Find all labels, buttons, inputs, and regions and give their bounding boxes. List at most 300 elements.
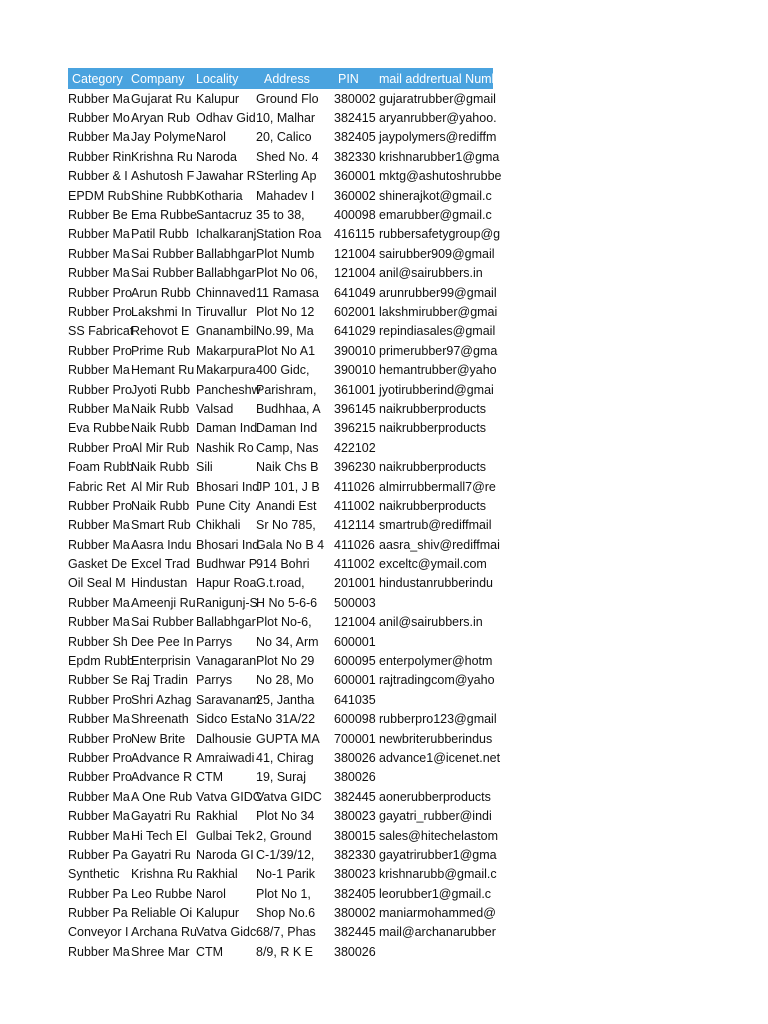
cell-locality[interactable]: Saravanam — [196, 692, 260, 707]
cell-address[interactable]: No 31A/22 — [256, 712, 316, 727]
cell-pin[interactable]: 380026 — [334, 750, 376, 765]
cell-company[interactable]: Naik Rubb — [131, 498, 190, 513]
cell-email[interactable]: jaypolymers@rediffm — [379, 130, 497, 145]
cell-email[interactable]: leorubber1@gmail.c — [379, 886, 492, 901]
cell-pin[interactable]: 360001 — [334, 169, 376, 184]
cell-category[interactable]: Rubber Pro — [68, 343, 132, 358]
cell-category[interactable]: Rubber Rin — [68, 149, 132, 164]
cell-company[interactable]: Sai Rubber — [131, 615, 194, 630]
cell-category[interactable]: Rubber Sh — [68, 634, 128, 649]
cell-company[interactable]: Naik Rubb — [131, 460, 190, 475]
cell-email[interactable]: gujaratrubber@gmail — [379, 91, 496, 106]
cell-pin[interactable]: 500003 — [334, 595, 376, 610]
table-row — [68, 399, 493, 418]
cell-pin[interactable]: 390010 — [334, 343, 376, 358]
cell-category[interactable]: Conveyor I — [68, 925, 129, 940]
cell-category[interactable]: Rubber Ma — [68, 246, 130, 261]
cell-address[interactable]: Naik Chs B — [256, 460, 319, 475]
cell-address[interactable]: 68/7, Phas — [256, 925, 316, 940]
cell-category[interactable]: Rubber Pro — [68, 750, 132, 765]
cell-category[interactable]: Foam Rubb — [68, 460, 134, 475]
cell-address[interactable]: Ground Flo — [256, 91, 319, 106]
cell-pin[interactable]: 600001 — [334, 673, 376, 688]
cell-category[interactable]: Rubber Ma — [68, 537, 130, 552]
cell-email[interactable]: anil@sairubbers.in — [379, 615, 483, 630]
cell-locality[interactable]: Ranigunj-S — [196, 595, 258, 610]
cell-company[interactable]: Raj Tradin — [131, 673, 188, 688]
cell-address[interactable]: 25, Jantha — [256, 692, 315, 707]
cell-locality[interactable]: Daman Ind — [196, 421, 258, 436]
cell-email[interactable]: anil@sairubbers.in — [379, 266, 483, 281]
cell-locality[interactable]: Chinnaved — [196, 285, 256, 300]
cell-address[interactable]: C-1/39/12, — [256, 847, 315, 862]
table-row — [68, 128, 497, 147]
cell-category[interactable]: Rubber & I — [68, 169, 128, 184]
cell-email[interactable]: gayatri_rubber@indi — [379, 809, 492, 824]
cell-email[interactable]: shinerajkot@gmail.c — [379, 188, 492, 203]
cell-email[interactable]: naikrubberproducts — [379, 460, 487, 475]
cell-locality[interactable]: Ichalkaranj — [196, 227, 257, 242]
cell-locality[interactable]: Hapur Roa — [196, 576, 257, 591]
cell-locality[interactable]: Kotharia — [196, 188, 243, 203]
cell-pin[interactable]: 382330 — [334, 149, 376, 164]
cell-category[interactable]: Rubber Pa — [68, 847, 128, 862]
header-cell-locality[interactable]: Locality — [196, 71, 239, 86]
cell-company[interactable]: Shree Mar — [131, 944, 190, 959]
cell-pin[interactable]: 600098 — [334, 712, 376, 727]
cell-company[interactable]: Gayatri Ru — [131, 847, 191, 862]
cell-pin[interactable]: 382405 — [334, 886, 376, 901]
table-row — [68, 574, 493, 593]
cell-company[interactable]: Krishna Ru — [131, 867, 193, 882]
cell-email[interactable]: naikrubberproducts — [379, 498, 487, 513]
cell-category[interactable]: Rubber Ma — [68, 712, 130, 727]
cell-email[interactable]: rubberpro123@gmail — [379, 712, 497, 727]
cell-locality[interactable]: Amraiwadi — [196, 750, 255, 765]
cell-locality[interactable]: Pancheshw — [196, 382, 261, 397]
cell-company[interactable]: Aasra Indu — [131, 537, 192, 552]
cell-locality[interactable]: Kalupur — [196, 91, 240, 106]
cell-address[interactable]: Mahadev I — [256, 188, 315, 203]
cell-pin[interactable]: 602001 — [334, 304, 376, 319]
table-row — [68, 147, 500, 166]
cell-pin[interactable]: 380002 — [334, 91, 376, 106]
cell-locality[interactable]: Rakhial — [196, 867, 238, 882]
table-row — [68, 671, 493, 690]
table-row — [68, 419, 493, 438]
cell-category[interactable]: Rubber Ma — [68, 363, 130, 378]
cell-category[interactable]: Rubber Ma — [68, 401, 130, 416]
cell-pin[interactable]: 412114 — [334, 518, 375, 533]
cell-email[interactable]: repindiasales@gmail — [379, 324, 496, 339]
cell-category[interactable]: Rubber Mo — [68, 111, 130, 126]
cell-address[interactable]: 41, Chirag — [256, 750, 314, 765]
cell-pin[interactable]: 411002 — [334, 498, 375, 513]
cell-pin[interactable]: 641029 — [334, 324, 376, 339]
cell-pin[interactable]: 396230 — [334, 460, 376, 475]
cell-email[interactable]: smartrub@rediffmail — [379, 518, 492, 533]
cell-locality[interactable]: Kalupur — [196, 906, 240, 921]
table-row — [68, 225, 501, 244]
cell-address[interactable]: H No 5-6-6 — [256, 595, 318, 610]
table-row — [68, 283, 497, 302]
cell-address[interactable]: Station Roa — [256, 227, 322, 242]
cell-company[interactable]: Lakshmi In — [131, 304, 192, 319]
cell-locality[interactable]: Vanagaran — [196, 654, 257, 669]
cell-email[interactable]: naikrubberproducts — [379, 421, 487, 436]
cell-address[interactable]: Sterling Ap — [256, 169, 317, 184]
cell-pin[interactable]: 380002 — [334, 906, 376, 921]
cell-locality[interactable]: Chikhali — [196, 518, 241, 533]
cell-pin[interactable]: 411026 — [334, 537, 375, 552]
cell-address[interactable]: No 28, Mo — [256, 673, 314, 688]
cell-locality[interactable]: Budhwar P — [196, 557, 258, 572]
cell-address[interactable]: 400 Gidc, — [256, 363, 310, 378]
cell-company[interactable]: Naik Rubb — [131, 401, 190, 416]
table-row — [68, 768, 493, 787]
table-row — [68, 186, 493, 205]
cell-locality[interactable]: CTM — [196, 770, 224, 785]
cell-locality[interactable]: Makarpura — [196, 343, 256, 358]
cell-locality[interactable]: Nashik Ro — [196, 440, 254, 455]
cell-address[interactable]: Plot No 34 — [256, 809, 315, 824]
cell-pin[interactable]: 380026 — [334, 944, 376, 959]
cell-pin[interactable]: 380023 — [334, 867, 376, 882]
cell-address[interactable]: No 34, Arm — [256, 634, 319, 649]
cell-company[interactable]: Shine Rubb — [131, 188, 197, 203]
table-row — [68, 302, 498, 321]
cell-company[interactable]: Shreenath — [131, 712, 189, 727]
cell-pin[interactable]: 390010 — [334, 363, 376, 378]
cell-address[interactable]: Plot Numb — [256, 246, 315, 261]
table-row — [68, 89, 496, 108]
cell-email[interactable]: sales@hitechelastom — [379, 828, 498, 843]
cell-category[interactable]: Rubber Pa — [68, 886, 128, 901]
table-row — [68, 613, 493, 632]
cell-company[interactable]: Leo Rubbe — [131, 886, 193, 901]
cell-address[interactable]: JP 101, J B — [256, 479, 320, 494]
cell-address[interactable]: Plot No A1 — [256, 343, 316, 358]
cell-email[interactable]: gayatrirubber1@gma — [379, 847, 497, 862]
cell-locality[interactable]: Valsad — [196, 401, 234, 416]
cell-email[interactable]: enterpolymer@hotm — [379, 654, 493, 669]
cell-email[interactable]: maniarmohammed@ — [379, 906, 496, 921]
cell-pin[interactable]: 400098 — [334, 208, 376, 223]
cell-category[interactable]: Rubber Ma — [68, 809, 130, 824]
cell-locality[interactable]: CTM — [196, 944, 224, 959]
cell-pin[interactable]: 201001 — [334, 576, 376, 591]
table-row — [68, 845, 497, 864]
cell-category[interactable]: Rubber Ma — [68, 595, 130, 610]
cell-category[interactable]: Rubber Pro — [68, 440, 132, 455]
cell-pin[interactable]: 380015 — [334, 828, 376, 843]
table-row — [68, 554, 493, 573]
cell-locality[interactable]: Ballabhgar — [196, 246, 256, 261]
cell-category[interactable]: Rubber Pro — [68, 285, 132, 300]
cell-locality[interactable]: Santacruz — [196, 208, 253, 223]
cell-company[interactable]: Jyoti Rubb — [131, 382, 191, 397]
cell-company[interactable]: Excel Trad — [131, 557, 191, 572]
cell-pin[interactable]: 382405 — [334, 130, 376, 145]
cell-email[interactable]: rajtradingcom@yaho — [379, 673, 495, 688]
table-row — [68, 535, 500, 554]
cell-email[interactable]: arunrubber99@gmail — [379, 285, 497, 300]
cell-locality[interactable]: Gnanambil — [196, 324, 257, 339]
cell-email[interactable]: krishnarubb@gmail.c — [379, 867, 497, 882]
cell-locality[interactable]: Vatva GIDC — [196, 789, 262, 804]
cell-email[interactable]: aonerubberproducts — [379, 789, 491, 804]
cell-category[interactable]: Oil Seal M — [68, 576, 126, 591]
cell-email[interactable]: sairubber909@gmail — [379, 246, 495, 261]
cell-pin[interactable]: 600095 — [334, 654, 376, 669]
cell-email[interactable]: advance1@icenet.net — [379, 750, 501, 765]
cell-category[interactable]: Rubber Ma — [68, 266, 130, 281]
cell-locality[interactable]: Naroda GI — [196, 847, 254, 862]
cell-pin[interactable]: 396215 — [334, 421, 376, 436]
cell-email[interactable]: aryanrubber@yahoo. — [379, 111, 497, 126]
cell-pin[interactable]: 416115 — [334, 227, 375, 242]
cell-locality[interactable]: Bhosari Ind — [196, 537, 260, 552]
cell-locality[interactable]: Narol — [196, 130, 226, 145]
cell-address[interactable]: G.t.road, — [256, 576, 305, 591]
cell-company[interactable]: Hemant Ru — [131, 363, 195, 378]
cell-pin[interactable]: 396145 — [334, 401, 376, 416]
cell-category[interactable]: Rubber Pro — [68, 498, 132, 513]
cell-address[interactable]: Plot No 1, — [256, 886, 311, 901]
cell-company[interactable]: Reliable Oi — [131, 906, 193, 921]
cell-company[interactable]: Gayatri Ru — [131, 809, 191, 824]
cell-email[interactable]: krishnarubber1@gma — [379, 149, 500, 164]
cell-address[interactable]: Shop No.6 — [256, 906, 316, 921]
cell-category[interactable]: EPDM Rub — [68, 188, 131, 203]
cell-locality[interactable]: Parrys — [196, 673, 233, 688]
cell-locality[interactable]: Jawahar R — [196, 169, 256, 184]
spreadsheet-table — [68, 68, 502, 962]
cell-category[interactable]: Rubber Ma — [68, 227, 130, 242]
cell-locality[interactable]: Makarpura — [196, 363, 256, 378]
cell-email[interactable]: naikrubberproducts — [379, 401, 487, 416]
cell-locality[interactable]: Dalhousie — [196, 731, 252, 746]
table-row — [68, 264, 493, 283]
cell-pin[interactable]: 382445 — [334, 925, 376, 940]
cell-email[interactable]: mail@archanarubber — [379, 925, 496, 940]
cell-pin[interactable]: 121004 — [334, 266, 376, 281]
cell-locality[interactable]: Naroda — [196, 149, 237, 164]
cell-locality[interactable]: Odhav Gid — [196, 111, 256, 126]
cell-company[interactable]: A One Rub — [131, 789, 193, 804]
table-row — [68, 341, 498, 360]
header-cell-address[interactable]: Address — [264, 71, 310, 86]
cell-pin[interactable]: 361001 — [334, 382, 376, 397]
cell-category[interactable]: Rubber Ma — [68, 518, 130, 533]
cell-locality[interactable]: Parrys — [196, 634, 233, 649]
table-row — [68, 205, 493, 224]
cell-locality[interactable]: Bhosari Ind — [196, 479, 260, 494]
cell-company[interactable]: Krishna Ru — [131, 149, 193, 164]
cell-email[interactable]: hindustanrubberindu — [379, 576, 493, 591]
cell-category[interactable]: Rubber Be — [68, 208, 128, 223]
cell-company[interactable]: New Brite — [131, 731, 186, 746]
cell-address[interactable]: 35 to 38, — [256, 208, 305, 223]
cell-company[interactable]: Hindustan — [131, 576, 188, 591]
cell-category[interactable]: Rubber Ma — [68, 615, 130, 630]
cell-category[interactable]: Synthetic — [68, 867, 120, 882]
table-row — [68, 651, 493, 670]
header-cell-email[interactable] — [379, 71, 499, 86]
cell-address[interactable]: 2, Ground — [256, 828, 312, 843]
cell-pin[interactable]: 121004 — [334, 246, 376, 261]
cell-address[interactable]: 8/9, R K E — [256, 944, 313, 959]
cell-email[interactable]: mktg@ashutoshrubbe — [379, 169, 502, 184]
cell-locality[interactable]: Sili — [196, 460, 213, 475]
cell-category[interactable]: SS Fabricat — [68, 324, 134, 339]
cell-category[interactable]: Rubber Se — [68, 673, 128, 688]
table-row — [68, 380, 493, 399]
cell-company[interactable]: Gujarat Ru — [131, 91, 192, 106]
cell-company[interactable]: Patil Rubb — [131, 227, 189, 242]
cell-category[interactable]: Eva Rubbe — [68, 421, 130, 436]
cell-category[interactable]: Fabric Ret — [68, 479, 126, 494]
cell-pin[interactable]: 411002 — [334, 557, 375, 572]
cell-address[interactable]: 20, Calico — [256, 130, 312, 145]
cell-address[interactable]: Vatva GIDC — [256, 789, 322, 804]
cell-address[interactable]: Sr No 785, — [256, 518, 316, 533]
header-cell-category[interactable]: Category — [72, 71, 123, 86]
cell-pin[interactable]: 360002 — [334, 188, 376, 203]
cell-company[interactable]: Arun Rubb — [131, 285, 191, 300]
cell-company[interactable]: Al Mir Rub — [131, 440, 190, 455]
cell-address[interactable]: Parishram, — [256, 382, 317, 397]
cell-email[interactable]: hemantrubber@yaho — [379, 363, 497, 378]
cell-company[interactable]: Advance R — [131, 770, 193, 785]
cell-pin[interactable]: 700001 — [334, 731, 376, 746]
cell-address[interactable]: 11 Ramasa — [256, 285, 319, 300]
cell-company[interactable]: Ameenji Ru — [131, 595, 196, 610]
cell-locality[interactable]: Ballabhgar — [196, 615, 256, 630]
cell-address[interactable]: Plot No 29 — [256, 654, 315, 669]
header-cell-company[interactable]: Company — [131, 71, 185, 86]
table-row — [68, 826, 498, 845]
cell-locality[interactable]: Gulbai Tek — [196, 828, 255, 843]
cell-address[interactable]: Daman Ind — [256, 421, 318, 436]
cell-category[interactable]: Rubber Pro — [68, 304, 132, 319]
cell-email[interactable]: almirrubbermall7@re — [379, 479, 496, 494]
cell-address[interactable]: No-1 Parik — [256, 867, 316, 882]
cell-company[interactable]: Naik Rubb — [131, 421, 190, 436]
table-row — [68, 360, 497, 379]
cell-email[interactable]: aasra_shiv@rediffmai — [379, 537, 500, 552]
cell-category[interactable]: Rubber Ma — [68, 828, 130, 843]
cell-address[interactable]: Plot No 12 — [256, 304, 315, 319]
cell-locality[interactable]: Ballabhgar — [196, 266, 256, 281]
cell-pin[interactable]: 380023 — [334, 809, 376, 824]
cell-address[interactable]: 19, Suraj — [256, 770, 307, 785]
table-row — [68, 748, 501, 767]
cell-email[interactable]: rubbersafetygroup@g — [379, 227, 501, 242]
cell-pin[interactable]: 600001 — [334, 634, 376, 649]
cell-company[interactable]: Dee Pee In — [131, 634, 194, 649]
cell-pin[interactable]: 121004 — [334, 615, 376, 630]
table-row — [68, 244, 493, 263]
cell-address[interactable]: Shed No. 4 — [256, 149, 319, 164]
cell-locality[interactable]: Pune City — [196, 498, 251, 513]
cell-locality[interactable]: Tiruvallur — [196, 304, 247, 319]
cell-company[interactable]: Ashutosh F — [131, 169, 195, 184]
cell-company[interactable]: Prime Rub — [131, 343, 191, 358]
cell-company[interactable]: Archana Ru — [131, 925, 198, 940]
cell-email[interactable]: exceltc@ymail.com — [379, 557, 487, 572]
cell-category[interactable]: Rubber Ma — [68, 91, 130, 106]
cell-address[interactable]: Anandi Est — [256, 498, 317, 513]
cell-company[interactable]: Smart Rub — [131, 518, 191, 533]
cell-address[interactable]: 914 Bohri — [256, 557, 310, 572]
cell-address[interactable]: Plot No 06, — [256, 266, 318, 281]
cell-address[interactable]: 10, Malhar — [256, 111, 316, 126]
cell-company[interactable]: Sai Rubber — [131, 246, 194, 261]
cell-locality[interactable]: Sidco Esta — [196, 712, 256, 727]
table-row — [68, 516, 493, 535]
cell-company[interactable]: Jay Polyme — [131, 130, 196, 145]
cell-category[interactable]: Epdm Rubb — [68, 654, 135, 669]
cell-category[interactable]: Rubber Pro — [68, 382, 132, 397]
cell-locality[interactable]: Narol — [196, 886, 226, 901]
cell-pin[interactable]: 641049 — [334, 285, 376, 300]
cell-email[interactable]: emarubber@gmail.c — [379, 208, 492, 223]
cell-category[interactable]: Rubber Pa — [68, 906, 128, 921]
cell-company[interactable]: Advance R — [131, 750, 193, 765]
cell-address[interactable]: Gala No B 4 — [256, 537, 325, 552]
table-row — [68, 923, 496, 942]
cell-address[interactable]: GUPTA MA — [256, 731, 320, 746]
cell-email[interactable]: lakshmirubber@gmai — [379, 304, 498, 319]
cell-category[interactable]: Rubber Ma — [68, 789, 130, 804]
cell-category[interactable]: Gasket De — [68, 557, 128, 572]
cell-locality[interactable]: Rakhial — [196, 809, 238, 824]
cell-pin[interactable]: 641035 — [334, 692, 376, 707]
cell-address[interactable]: Plot No-6, — [256, 615, 312, 630]
cell-address[interactable]: Budhhaa, A — [256, 401, 321, 416]
cell-company[interactable]: Ema Rubbe — [131, 208, 198, 223]
cell-company[interactable]: Aryan Rub — [131, 111, 191, 126]
cell-company[interactable]: Al Mir Rub — [131, 479, 190, 494]
cell-company[interactable]: Rehovot E — [131, 324, 190, 339]
cell-email[interactable]: newbriterubberindus — [379, 731, 493, 746]
cell-email[interactable]: primerubber97@gma — [379, 343, 498, 358]
cell-pin[interactable]: 382330 — [334, 847, 376, 862]
cell-address[interactable]: No.99, Ma — [256, 324, 314, 339]
table-row — [68, 903, 496, 922]
cell-pin[interactable]: 382445 — [334, 789, 376, 804]
cell-company[interactable]: Shri Azhag — [131, 692, 192, 707]
header-email-part: mail addre — [379, 71, 438, 86]
cell-email[interactable]: jyotirubberind@gmai — [379, 382, 494, 397]
cell-category[interactable]: Rubber Ma — [68, 130, 130, 145]
cell-category[interactable]: Rubber Pro — [68, 692, 132, 707]
cell-category[interactable]: Rubber Pro — [68, 731, 132, 746]
cell-company[interactable]: Sai Rubber — [131, 266, 194, 281]
cell-pin[interactable]: 411026 — [334, 479, 375, 494]
cell-company[interactable]: Enterprisin — [131, 654, 191, 669]
cell-pin[interactable]: 382415 — [334, 111, 376, 126]
cell-address[interactable]: Camp, Nas — [256, 440, 319, 455]
cell-pin[interactable]: 422102 — [334, 440, 376, 455]
cell-category[interactable]: Rubber Ma — [68, 944, 130, 959]
cell-category[interactable]: Rubber Pro — [68, 770, 132, 785]
cell-company[interactable]: Hi Tech El — [131, 828, 188, 843]
header-cell-pin[interactable]: PIN — [338, 71, 359, 86]
cell-pin[interactable]: 380026 — [334, 770, 376, 785]
cell-locality[interactable]: Vatva Gidc — [196, 925, 257, 940]
